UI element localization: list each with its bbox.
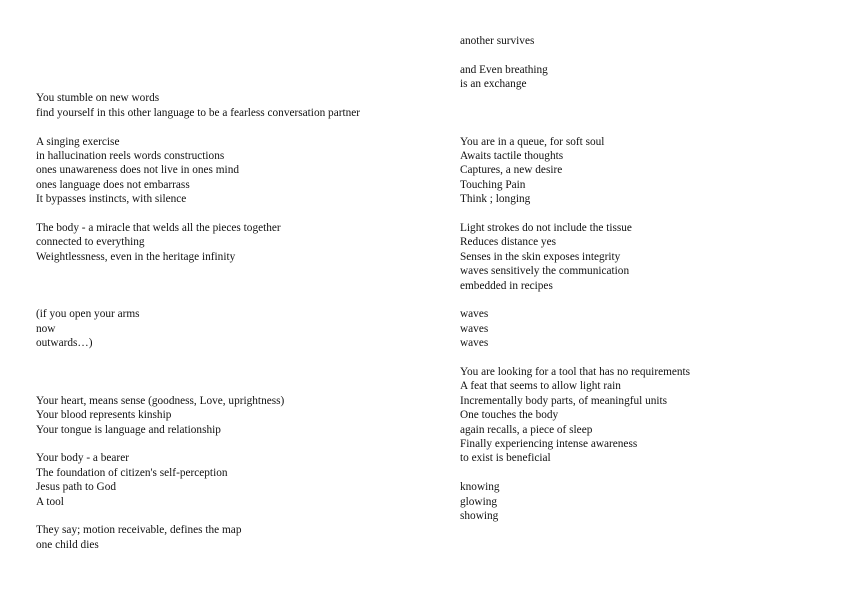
poem-line: Light strokes do not include the tissue bbox=[460, 222, 632, 234]
poem-line: They say; motion receivable, defines the map bbox=[36, 524, 242, 536]
poem-line: Weightlessness, even in the heritage infinity bbox=[36, 251, 236, 263]
poem-line: It bypasses instincts, with silence bbox=[36, 193, 187, 205]
poem-line: connected to everything bbox=[36, 236, 145, 248]
poem-line: waves bbox=[460, 323, 489, 335]
poem-line: Touching Pain bbox=[460, 179, 526, 191]
poem-line: Reduces distance yes bbox=[460, 236, 556, 248]
poem-line: A feat that seems to allow light rain bbox=[460, 380, 621, 392]
poem-line: Your body - a bearer bbox=[36, 452, 129, 464]
poem-line: Your heart, means sense (goodness, Love, uprightness) bbox=[36, 395, 285, 407]
poem-line: Your tongue is language and relationship bbox=[36, 424, 221, 436]
poem-line: Captures, a new desire bbox=[460, 164, 563, 176]
poem-line: embedded in recipes bbox=[460, 280, 553, 292]
poem-line: to exist is beneficial bbox=[460, 452, 551, 464]
poem-line: ones language does not embarrass bbox=[36, 179, 190, 191]
poem-line: You are in a queue, for soft soul bbox=[460, 136, 605, 148]
poem-line: waves bbox=[460, 337, 489, 349]
poem-line: Incrementally body parts, of meaningful units bbox=[460, 395, 668, 407]
poem-line: glowing bbox=[460, 496, 498, 508]
poem-line: You stumble on new words bbox=[36, 92, 160, 104]
poem-line: Awaits tactile thoughts bbox=[460, 150, 564, 162]
poem-line: again recalls, a piece of sleep bbox=[460, 424, 593, 436]
poem-line: Your blood represents kinship bbox=[36, 409, 172, 421]
poem-line: A tool bbox=[36, 496, 64, 508]
poem-line: Finally experiencing intense awareness bbox=[460, 438, 638, 450]
poem-line: Senses in the skin exposes integrity bbox=[460, 251, 621, 263]
poem-line: and Even breathing bbox=[460, 64, 548, 76]
poem-line: showing bbox=[460, 510, 499, 522]
poem-line: Jesus path to God bbox=[36, 481, 117, 493]
poem-line: outwards…) bbox=[36, 337, 93, 349]
poem-line: The body - a miracle that welds all the pieces together bbox=[36, 222, 281, 234]
poem-line: ones unawareness does not live in ones mind bbox=[36, 164, 239, 176]
poem-line: (if you open your arms bbox=[36, 308, 140, 320]
poem-line: another survives bbox=[460, 35, 535, 47]
poem-line: The foundation of citizen's self-perception bbox=[36, 467, 228, 479]
poem-line: You are looking for a tool that has no requirements bbox=[460, 366, 691, 378]
poem-line: find yourself in this other language to be a fearless conversation partner bbox=[36, 107, 361, 119]
poem-line: is an exchange bbox=[460, 78, 527, 90]
poem-line: waves sensitively the communication bbox=[460, 265, 630, 277]
poem-line: now bbox=[36, 323, 56, 335]
poem-line: one child dies bbox=[36, 539, 99, 551]
poem-line: Think ; longing bbox=[460, 193, 531, 205]
poem-line: waves bbox=[460, 308, 489, 320]
poem-line: One touches the body bbox=[460, 409, 559, 421]
poem-line: knowing bbox=[460, 481, 500, 493]
poem-line: A singing exercise bbox=[36, 136, 120, 148]
poem-line: in hallucination reels words constructions bbox=[36, 150, 225, 162]
